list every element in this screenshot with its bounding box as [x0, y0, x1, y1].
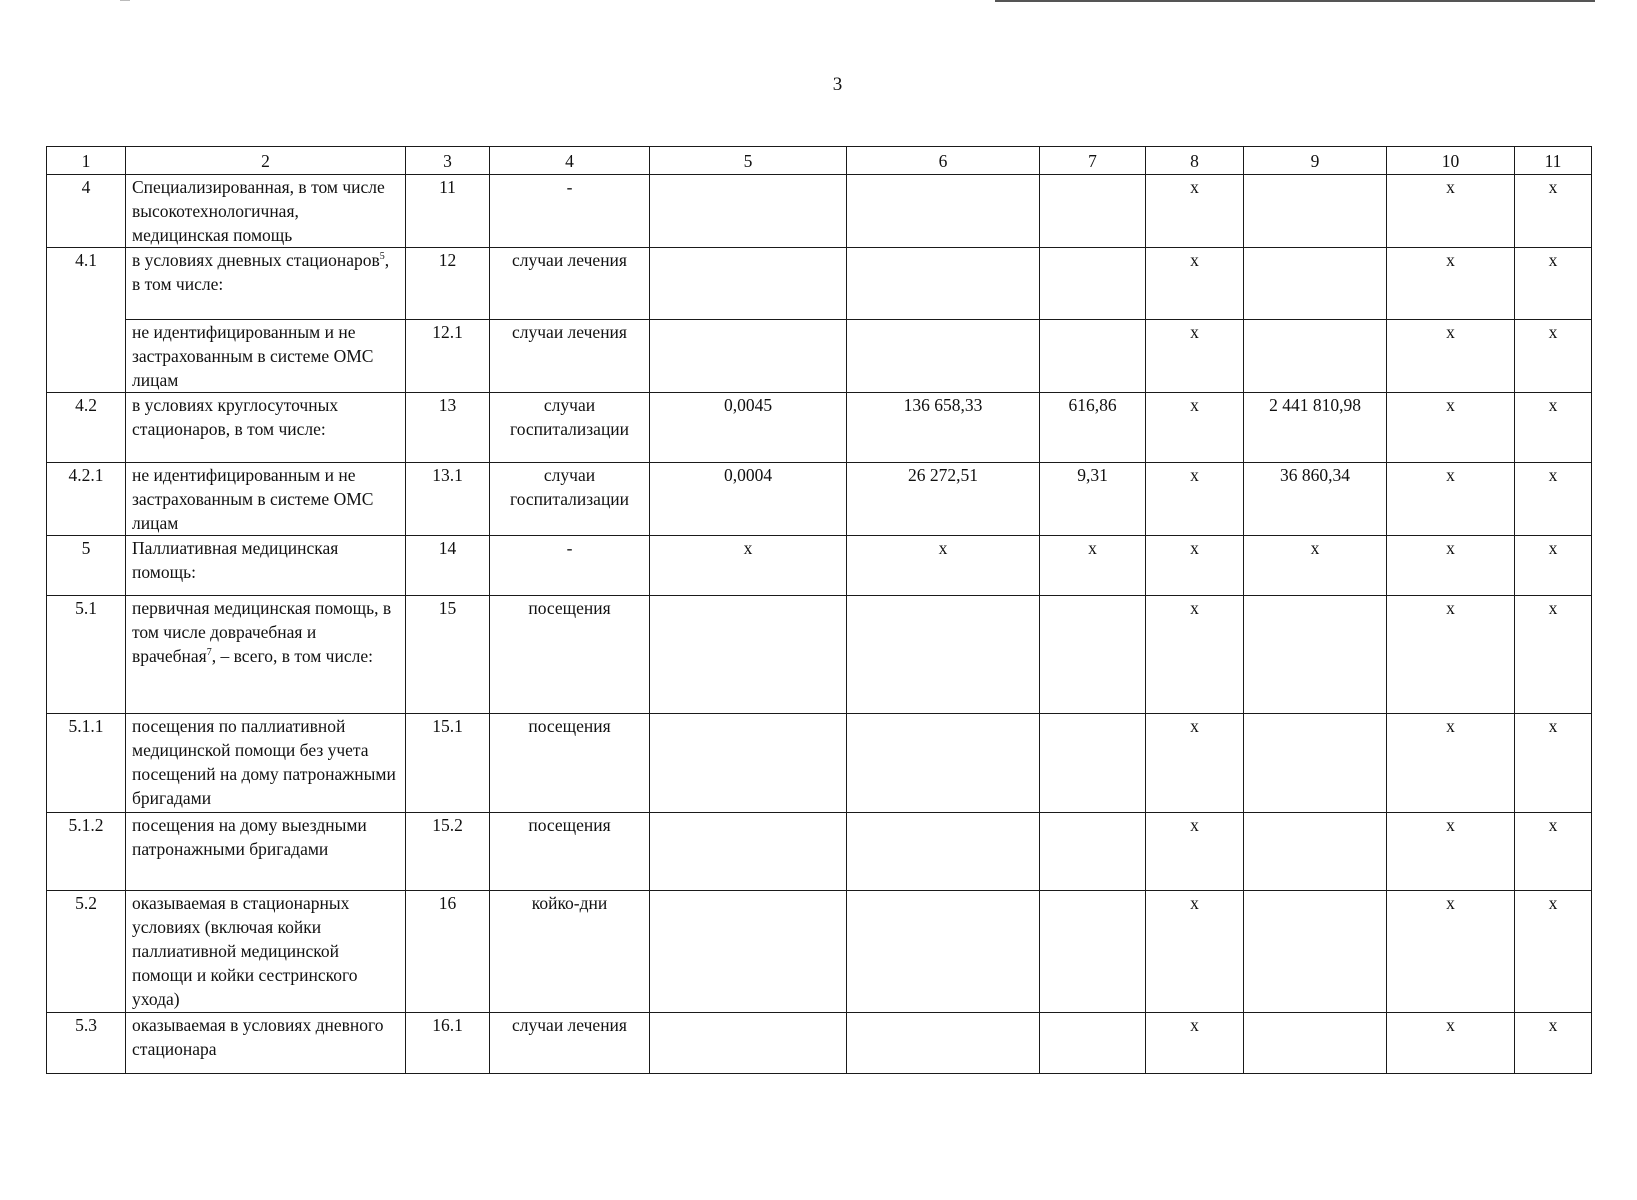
- row-number: 4.1: [47, 248, 126, 393]
- page-number: 3: [832, 74, 843, 95]
- cell-col6: [847, 596, 1040, 714]
- cell-col7: [1040, 714, 1146, 813]
- scan-edge-mark: [120, 0, 130, 1]
- row-name-text: , – всего, в том числе:: [211, 646, 373, 666]
- cell-col9: [1244, 813, 1387, 891]
- row-unit: посещения: [490, 596, 650, 714]
- cell-col5: [650, 813, 847, 891]
- scan-edge-line: [995, 0, 1595, 2]
- row-name: не идентифицированным и не застрахованным в системе ОМС лицам: [126, 320, 406, 393]
- cell-col8: х: [1146, 714, 1244, 813]
- cell-col6: [847, 320, 1040, 393]
- row-number: 5.3: [47, 1013, 126, 1074]
- footnote-mark: 5: [379, 251, 385, 263]
- cell-col6: 136 658,33: [847, 393, 1040, 463]
- cell-col6: [847, 248, 1040, 320]
- data-table: [46, 146, 1592, 1074]
- cell-col7: [1040, 596, 1146, 714]
- row-name: оказываемая в условиях дневного стационара: [126, 1013, 406, 1074]
- row-name: Паллиативная медицинская помощь:: [126, 536, 406, 596]
- header-cell: 9: [1244, 147, 1387, 175]
- cell-col8: х: [1146, 536, 1244, 596]
- table-row: [47, 320, 1592, 393]
- row-name-text: в условиях дневных стационаров: [132, 250, 380, 270]
- row-unit: посещения: [490, 813, 650, 891]
- row-code: 15.2: [406, 813, 490, 891]
- cell-col10: х: [1387, 463, 1515, 536]
- row-code: 15: [406, 596, 490, 714]
- cell-col9: [1244, 1013, 1387, 1074]
- table-row: [47, 536, 1592, 596]
- cell-col10: х: [1387, 1013, 1515, 1074]
- cell-col6: [847, 175, 1040, 248]
- header-cell: 6: [847, 147, 1040, 175]
- cell-col6: [847, 891, 1040, 1013]
- row-code: 12.1: [406, 320, 490, 393]
- row-code: 11: [406, 175, 490, 248]
- cell-col10: х: [1387, 714, 1515, 813]
- row-number: 5.2: [47, 891, 126, 1013]
- cell-col5: [650, 596, 847, 714]
- row-number: 5.1: [47, 596, 126, 714]
- cell-col5: [650, 1013, 847, 1074]
- cell-col11: х: [1515, 1013, 1592, 1074]
- row-number: 5: [47, 536, 126, 596]
- table-row: [47, 248, 1592, 320]
- cell-col7: [1040, 813, 1146, 891]
- row-unit: случаи лечения: [490, 1013, 650, 1074]
- header-cell: 8: [1146, 147, 1244, 175]
- cell-col5: 0,0004: [650, 463, 847, 536]
- cell-col11: х: [1515, 320, 1592, 393]
- row-name-text: , в том числе:: [132, 250, 390, 294]
- row-name: посещения на дому выездными патронажными бригадами: [126, 813, 406, 891]
- cell-col11: х: [1515, 714, 1592, 813]
- row-number: 5.1.2: [47, 813, 126, 891]
- row-number: 4.2: [47, 393, 126, 463]
- cell-col9: [1244, 596, 1387, 714]
- row-unit: посещения: [490, 714, 650, 813]
- cell-col5: [650, 320, 847, 393]
- row-unit: случаи лечения: [490, 248, 650, 320]
- header-cell: 10: [1387, 147, 1515, 175]
- row-unit: случаи лечения: [490, 320, 650, 393]
- cell-col5: [650, 175, 847, 248]
- cell-col11: х: [1515, 393, 1592, 463]
- cell-col10: х: [1387, 813, 1515, 891]
- cell-col8: х: [1146, 393, 1244, 463]
- row-code: 16: [406, 891, 490, 1013]
- header-cell: 11: [1515, 147, 1592, 175]
- row-name-text: первичная медицинская помощь, в том числе доврачебная и врачебная: [132, 598, 392, 666]
- cell-col11: х: [1515, 248, 1592, 320]
- cell-col6: [847, 1013, 1040, 1074]
- cell-col10: х: [1387, 320, 1515, 393]
- cell-col7: [1040, 175, 1146, 248]
- cell-col7: [1040, 1013, 1146, 1074]
- cell-col8: х: [1146, 320, 1244, 393]
- cell-col6: 26 272,51: [847, 463, 1040, 536]
- cell-col11: х: [1515, 536, 1592, 596]
- cell-col7: х: [1040, 536, 1146, 596]
- row-unit: случаи госпитализации: [490, 393, 650, 463]
- cell-col11: х: [1515, 596, 1592, 714]
- cell-col7: 616,86: [1040, 393, 1146, 463]
- header-cell: 5: [650, 147, 847, 175]
- row-name: в условиях круглосуточных стационаров, в том числе:: [126, 393, 406, 463]
- cell-col9: 2 441 810,98: [1244, 393, 1387, 463]
- cell-col8: х: [1146, 1013, 1244, 1074]
- cell-col8: х: [1146, 248, 1244, 320]
- cell-col11: х: [1515, 813, 1592, 891]
- cell-col6: [847, 813, 1040, 891]
- table-row: [47, 813, 1592, 891]
- cell-col7: [1040, 248, 1146, 320]
- row-name: не идентифицированным и не застрахованным в системе ОМС лицам: [126, 463, 406, 536]
- header-cell: 7: [1040, 147, 1146, 175]
- row-name: Специализированная, в том числе высокотехнологичная, медицинская помощь: [126, 175, 406, 248]
- row-unit: -: [490, 175, 650, 248]
- cell-col8: х: [1146, 175, 1244, 248]
- row-unit: -: [490, 536, 650, 596]
- row-code: 14: [406, 536, 490, 596]
- cell-col11: х: [1515, 463, 1592, 536]
- cell-col11: х: [1515, 891, 1592, 1013]
- cell-col5: [650, 714, 847, 813]
- row-name: оказываемая в стационарных условиях (включая койки паллиативной медицинской помощи и койки сестринского ухода): [126, 891, 406, 1013]
- table-row: [47, 714, 1592, 813]
- table-row: [47, 463, 1592, 536]
- header-cell: 4: [490, 147, 650, 175]
- row-unit: койко-дни: [490, 891, 650, 1013]
- cell-col8: х: [1146, 463, 1244, 536]
- header-cell: 1: [47, 147, 126, 175]
- row-name: посещения по паллиативной медицинской помощи без учета посещений на дому патронажными бригадами: [126, 714, 406, 813]
- row-number: 5.1.1: [47, 714, 126, 813]
- cell-col8: х: [1146, 596, 1244, 714]
- row-code: 12: [406, 248, 490, 320]
- cell-col6: [847, 714, 1040, 813]
- cell-col8: х: [1146, 891, 1244, 1013]
- cell-col9: [1244, 714, 1387, 813]
- table-row: [47, 891, 1592, 1013]
- cell-col11: х: [1515, 175, 1592, 248]
- row-code: 15.1: [406, 714, 490, 813]
- row-name: [126, 248, 406, 320]
- table-row: [47, 596, 1592, 714]
- cell-col5: 0,0045: [650, 393, 847, 463]
- cell-col9: [1244, 891, 1387, 1013]
- row-number: 4.2.1: [47, 463, 126, 536]
- cell-col7: 9,31: [1040, 463, 1146, 536]
- cell-col10: х: [1387, 536, 1515, 596]
- row-code: 13.1: [406, 463, 490, 536]
- header-cell: 3: [406, 147, 490, 175]
- table-row: [47, 1013, 1592, 1074]
- row-unit: случаи госпитализации: [490, 463, 650, 536]
- cell-col9: х: [1244, 536, 1387, 596]
- cell-col10: х: [1387, 248, 1515, 320]
- row-number: 4: [47, 175, 126, 248]
- cell-col7: [1040, 891, 1146, 1013]
- footnote-mark: 7: [206, 647, 212, 659]
- cell-col10: х: [1387, 393, 1515, 463]
- cell-col10: х: [1387, 891, 1515, 1013]
- cell-col9: [1244, 248, 1387, 320]
- cell-col9: [1244, 175, 1387, 248]
- cell-col9: 36 860,34: [1244, 463, 1387, 536]
- cell-col10: х: [1387, 175, 1515, 248]
- row-code: 13: [406, 393, 490, 463]
- cell-col8: х: [1146, 813, 1244, 891]
- cell-col5: [650, 248, 847, 320]
- cell-col7: [1040, 320, 1146, 393]
- cell-col10: х: [1387, 596, 1515, 714]
- cell-col5: [650, 891, 847, 1013]
- cell-col6: х: [847, 536, 1040, 596]
- row-name: [126, 596, 406, 714]
- header-cell: 2: [126, 147, 406, 175]
- table-row: [47, 175, 1592, 248]
- cell-col9: [1244, 320, 1387, 393]
- row-code: 16.1: [406, 1013, 490, 1074]
- table-header-row: [47, 147, 1592, 175]
- cell-col5: х: [650, 536, 847, 596]
- table-row: [47, 393, 1592, 463]
